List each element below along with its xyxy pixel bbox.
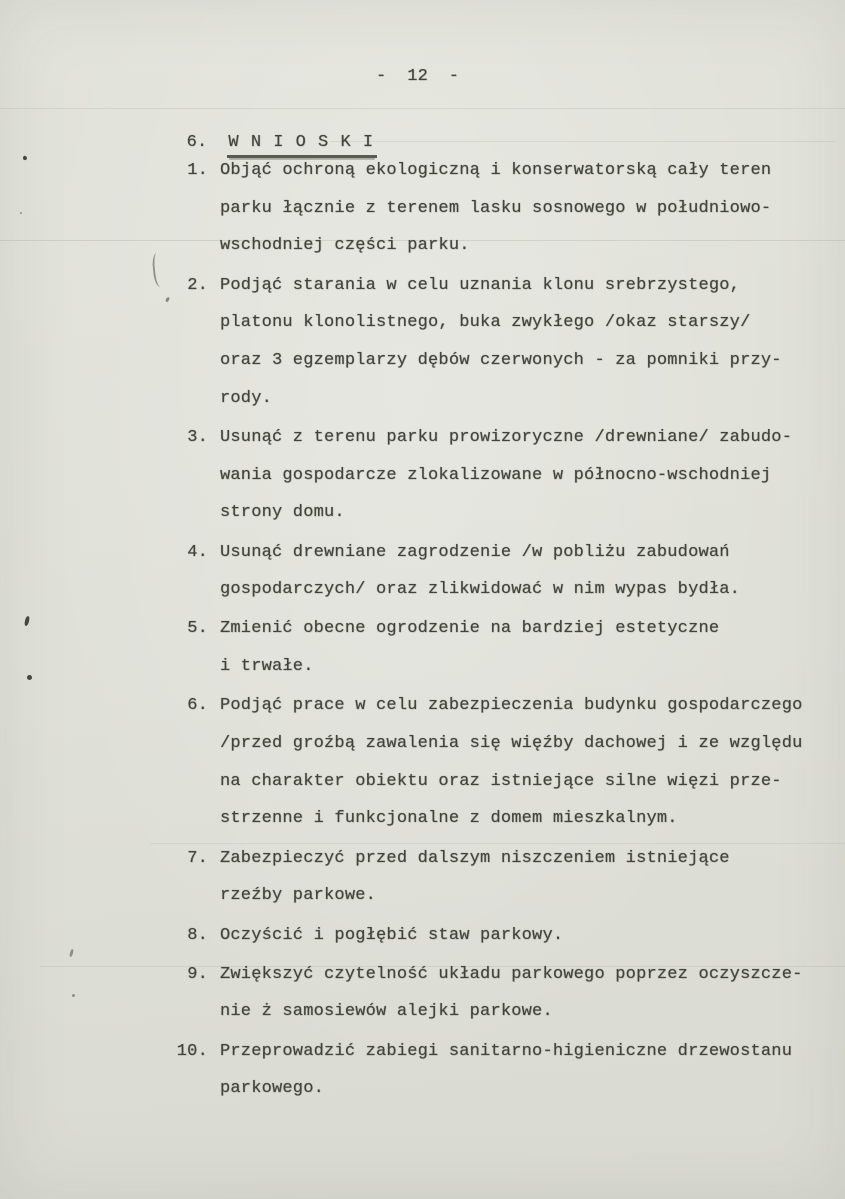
item-number: 4. [187, 542, 208, 562]
item-number: 6. [187, 696, 208, 716]
item-line: Zabezpieczyć przed dalszym niszczeniem istniejące [220, 848, 730, 868]
conclusion-item [0, 534, 845, 609]
item-line: Podjąć starania w celu uznania klonu srebrzystego, [220, 275, 741, 295]
item-number: 5. [187, 619, 208, 639]
item-line: Przeprowadzić zabiegi sanitarno-higieniczne drzewostanu [220, 1041, 793, 1061]
item-line: nie ż samosiewów alejki parkowe. [220, 1002, 553, 1022]
item-line: Podjąć prace w celu zabezpieczenia budynku gospodarczego [220, 696, 803, 716]
conclusion-item [0, 840, 845, 915]
item-line: oraz 3 egzemplarzy dębów czerwonych - za pomniki przy- [220, 351, 782, 371]
conclusion-item [0, 956, 845, 1031]
item-line: strony domu. [220, 503, 345, 523]
item-line: Zmienić obecne ogrodzenie na bardziej estetyczne [220, 619, 720, 639]
item-number: 8. [187, 925, 208, 945]
item-line: rody. [220, 388, 273, 408]
item-line: Zwiększyć czytelność układu parkowego poprzez oczyszcze- [220, 964, 803, 984]
item-line: i trwałe. [220, 657, 314, 677]
scan-crease [0, 108, 845, 109]
conclusion-item [0, 1033, 845, 1108]
item-line: platonu klonolistnego, buka zwykłego /okaz starszy/ [220, 313, 751, 333]
scan-crease [330, 141, 835, 142]
conclusions-list [0, 152, 845, 1110]
page-number: - 12 - [376, 67, 460, 86]
section-number: 6. [186, 133, 208, 152]
conclusion-item [0, 152, 845, 265]
item-line: na charakter obiektu oraz istniejące silne więzi prze- [220, 771, 782, 791]
item-line: Objąć ochroną ekologiczną i konserwatorską cały teren [220, 161, 772, 180]
conclusion-item [0, 610, 845, 685]
item-number: 3. [187, 427, 208, 447]
item-line: wschodniej części parku. [220, 236, 470, 256]
item-line: Usunąć drewniane zagrodzenie /w pobliżu zabudowań [220, 542, 730, 562]
item-line: parku łącznie z terenem lasku sosnowego w południowo- [220, 198, 772, 218]
item-number: 10. [176, 1041, 208, 1061]
conclusion-item [0, 267, 845, 418]
item-line: gospodarczych/ oraz zlikwidować w nim wypas bydła. [220, 580, 741, 600]
item-line: Oczyścić i pogłębić staw parkowy. [220, 925, 564, 945]
item-number: 7. [187, 848, 208, 868]
item-number: 9. [187, 964, 208, 984]
item-line: /przed groźbą zawalenia się więźby dachowej i ze względu [220, 734, 803, 754]
item-line: wania gospodarcze zlokalizowane w północno-wschodniej [220, 465, 772, 485]
conclusion-item [0, 917, 845, 955]
section-title: W N I O S K I [227, 133, 377, 158]
conclusion-item [0, 687, 845, 838]
item-line: Usunąć z terenu parku prowizoryczne /drewniane/ zabudo- [220, 427, 793, 447]
item-number: 2. [187, 275, 208, 295]
item-line: rzeźby parkowe. [220, 886, 377, 906]
item-number: 1. [187, 161, 208, 180]
item-line: strzenne i funkcjonalne z domem mieszkalnym. [220, 809, 678, 829]
conclusion-item [0, 419, 845, 532]
item-line: parkowego. [220, 1079, 325, 1099]
